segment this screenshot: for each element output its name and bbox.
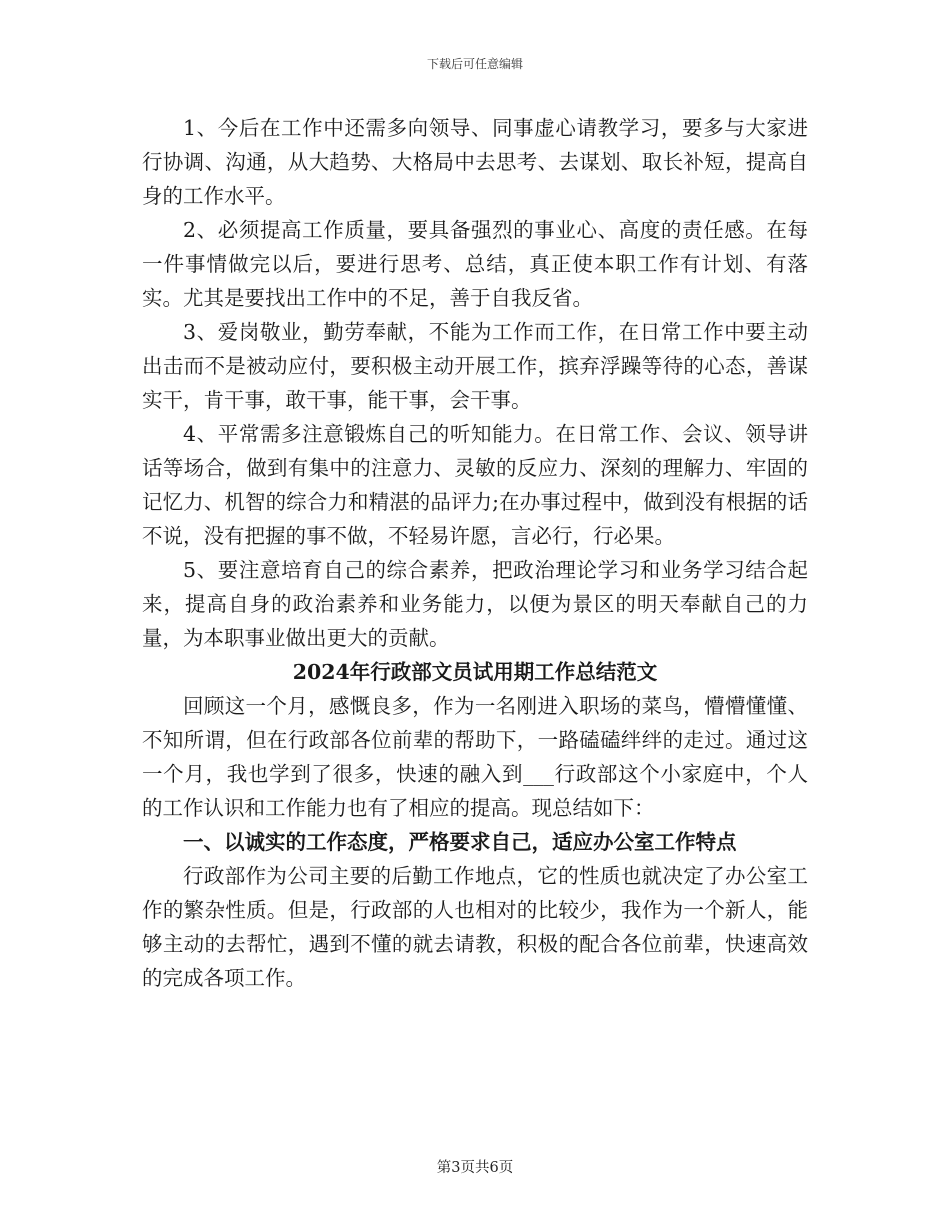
page-number: 第3页共6页	[436, 1160, 514, 1176]
paragraph-2: 2、必须提高工作质量，要具备强烈的事业心、高度的责任感。在每一件事情做完以后，要进行思考、总结，真正使本职工作有计划、有落实。尤其是要找出工作中的不足，善于自我反省。	[142, 218, 808, 310]
paragraph-1: 1、今后在工作中还需多向领导、同事虚心请教学习，要多与大家进行协调、沟通，从大趋势、大格局中去思考、去谋划、取长补短，提高自身的工作水平。	[142, 116, 808, 208]
intro-paragraph: 回顾这一个月，感慨良多，作为一名刚进入职场的菜鸟，懵懵懂懂、不知所谓，但在行政部各位前辈的帮助下，一路磕磕绊绊的走过。通过这一个月，我也学到了很多，快速的融入到___行政部这个小家庭中，个人的工作认识和工作能力也有了相应的提高。现总结如下：	[142, 694, 808, 820]
section-paragraph: 行政部作为公司主要的后勤工作地点，它的性质也就决定了办公室工作的繁杂性质。但是，行政部的人也相对的比较少，我作为一个新人，能够主动的去帮忙，遇到不懂的就去请教，积极的配合各位前辈，快速高效的完成各项工作。	[142, 864, 808, 990]
paragraph-3: 3、爱岗敬业，勤劳奉献，不能为工作而工作，在日常工作中要主动出击而不是被动应付，要积极主动开展工作，摈弃浮躁等待的心态，善谋实干，肯干事，敢干事，能干事，会干事。	[142, 320, 808, 412]
document-title: 2024年行政部文员试用期工作总结范文	[292, 660, 658, 684]
paragraph-4: 4、平常需多注意锻炼自己的听知能力。在日常工作、会议、领导讲话等场合，做到有集中的注意力、灵敏的反应力、深刻的理解力、牢固的记忆力、机智的综合力和精湛的品评力;在办事过程中，做到没有根据的话不说，没有把握的事不做，不轻易许愿，言必行，行必果。	[142, 422, 808, 548]
paragraph-5: 5、要注意培育自己的综合素养，把政治理论学习和业务学习结合起来，提高自身的政治素养和业务能力，以便为景区的明天奉献自己的力量，为本职事业做出更大的贡献。	[142, 558, 808, 650]
page-header: 下载后可任意编辑	[426, 57, 523, 71]
section-heading: 一、以诚实的工作态度，严格要求自己，适应办公室工作特点	[183, 830, 737, 854]
document-body	[142, 111, 808, 995]
